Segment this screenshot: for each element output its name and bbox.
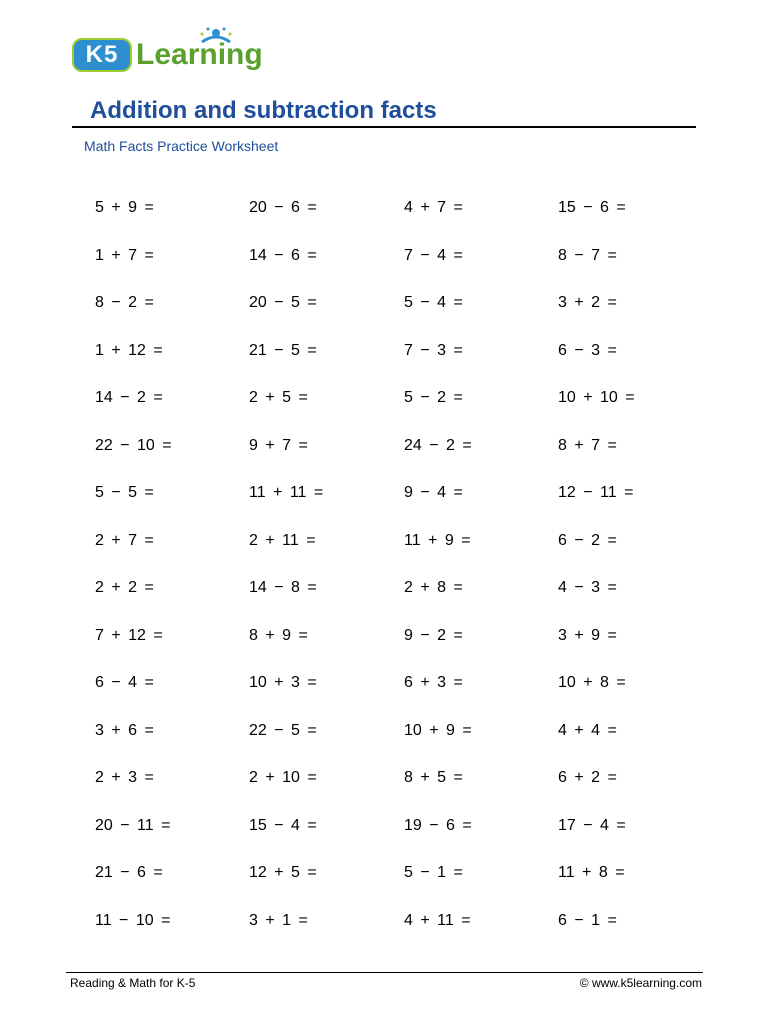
math-problem: 14 − 2 =: [95, 389, 163, 406]
math-problem: 9 − 4 =: [404, 484, 463, 501]
math-problem: 3 + 2 =: [558, 294, 617, 311]
math-problem: 11 + 8 =: [558, 864, 625, 881]
math-problem: 1 + 12 =: [95, 341, 163, 359]
math-problem: 21 − 6 =: [95, 864, 163, 881]
math-problem: 7 + 12 =: [95, 626, 163, 644]
logo-badge: K5: [72, 38, 132, 72]
math-problem: 11 + 9 =: [404, 531, 471, 549]
math-problem: 2 + 11 =: [249, 531, 316, 549]
k5-learning-logo[interactable]: [70, 26, 270, 82]
math-problem: 9 − 2 =: [404, 626, 463, 644]
footer-tagline: Reading & Math for K-5: [70, 976, 196, 990]
math-problem: 2 + 3 =: [95, 769, 154, 786]
math-problem: 2 + 2 =: [95, 579, 154, 596]
person-figure-icon: [194, 26, 238, 50]
math-problem: 8 − 7 =: [558, 246, 617, 264]
math-problem: 8 + 9 =: [249, 626, 308, 644]
math-problem: 20 − 5 =: [249, 294, 317, 311]
footer-website[interactable]: © www.k5learning.com: [579, 976, 702, 990]
math-problem: 22 − 10 =: [95, 436, 172, 454]
math-problem: 6 + 3 =: [404, 674, 463, 691]
math-problem: 2 + 10 =: [249, 769, 317, 786]
page-subtitle: Math Facts Practice Worksheet: [84, 138, 279, 154]
math-problem: 10 + 9 =: [404, 721, 472, 739]
math-problem: 5 + 9 =: [95, 199, 154, 216]
math-problem: 24 − 2 =: [404, 436, 472, 454]
math-problem: 4 + 4 =: [558, 721, 617, 739]
math-problem: 4 + 7 =: [404, 199, 463, 216]
math-problem: 10 + 10 =: [558, 389, 635, 406]
math-problem: 15 − 4 =: [249, 816, 317, 834]
math-problem: 20 − 6 =: [249, 199, 317, 216]
math-problem: 3 + 9 =: [558, 626, 617, 644]
math-problem: 14 − 8 =: [249, 579, 317, 596]
math-problem: 21 − 5 =: [249, 341, 317, 359]
math-problem: 6 − 3 =: [558, 341, 617, 359]
math-problem: 1 + 7 =: [95, 246, 154, 264]
math-problem: 22 − 5 =: [249, 721, 317, 739]
math-problem: 7 − 4 =: [404, 246, 463, 264]
math-problem: 8 + 5 =: [404, 769, 463, 786]
title-divider: [72, 126, 696, 128]
math-problem: 10 + 8 =: [558, 674, 626, 691]
math-problem: 17 − 4 =: [558, 816, 626, 834]
page-title: Addition and subtraction facts: [90, 97, 437, 124]
problem-grid: [95, 184, 715, 944]
math-problem: 2 + 5 =: [249, 389, 308, 406]
math-problem: 6 + 2 =: [558, 769, 617, 786]
math-problem: 2 + 8 =: [404, 579, 463, 596]
math-problem: 4 + 11 =: [404, 911, 471, 929]
math-problem: 11 + 11 =: [249, 484, 324, 501]
math-problem: 2 + 7 =: [95, 531, 154, 549]
math-problem: 9 + 7 =: [249, 436, 308, 454]
math-problem: 6 − 4 =: [95, 674, 154, 691]
math-problem: 7 − 3 =: [404, 341, 463, 359]
math-problem: 11 − 10 =: [95, 911, 171, 929]
math-problem: 12 − 11 =: [558, 484, 634, 501]
math-problem: 5 − 4 =: [404, 294, 463, 311]
math-problem: 5 − 1 =: [404, 864, 463, 881]
math-problem: 3 + 1 =: [249, 911, 308, 929]
math-problem: 8 − 2 =: [95, 294, 154, 311]
math-problem: 8 + 7 =: [558, 436, 617, 454]
math-problem: 5 − 2 =: [404, 389, 463, 406]
math-problem: 12 + 5 =: [249, 864, 317, 881]
math-problem: 4 − 3 =: [558, 579, 617, 596]
logo-wordmark: Learning: [136, 38, 263, 71]
math-problem: 10 + 3 =: [249, 674, 317, 691]
footer-divider: [66, 972, 703, 973]
math-problem: 6 − 1 =: [558, 911, 617, 929]
math-problem: 15 − 6 =: [558, 199, 626, 216]
math-problem: 14 − 6 =: [249, 246, 317, 264]
math-problem: 5 − 5 =: [95, 484, 154, 501]
math-problem: 3 + 6 =: [95, 721, 154, 739]
math-problem: 6 − 2 =: [558, 531, 617, 549]
math-problem: 20 − 11 =: [95, 816, 171, 834]
math-problem: 19 − 6 =: [404, 816, 472, 834]
